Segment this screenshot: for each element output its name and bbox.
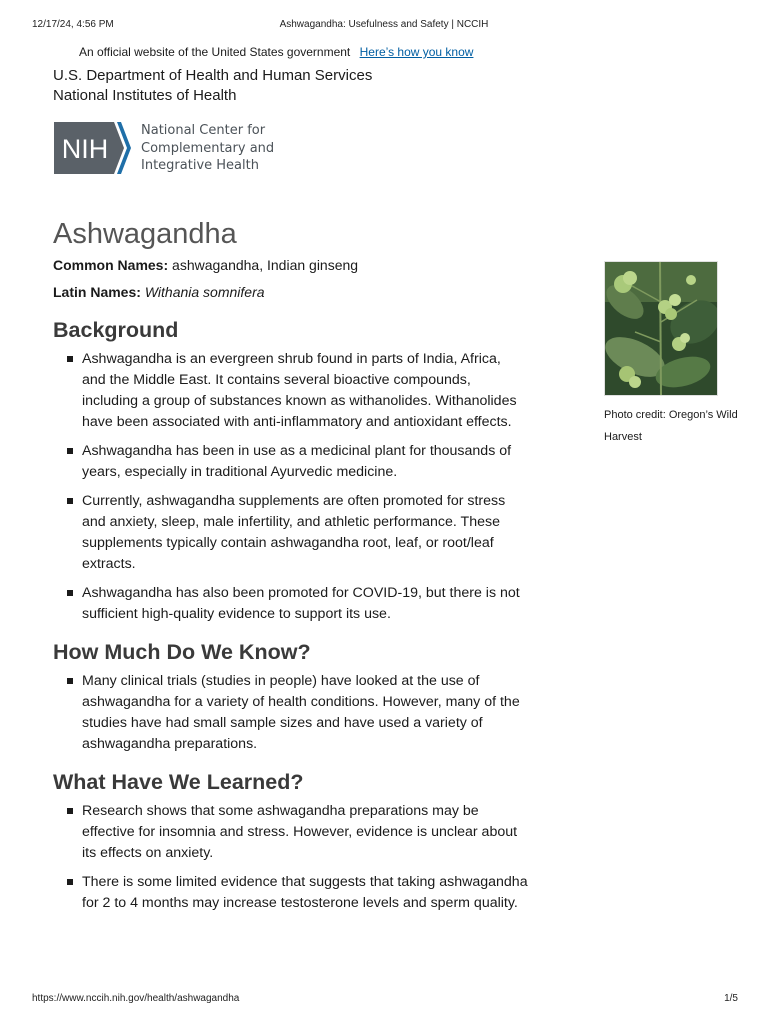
main-content: [53, 216, 528, 922]
nccih-logo[interactable]: [54, 122, 274, 175]
logo-text: [141, 122, 274, 175]
list-item: Ashwagandha has also been promoted for COVID-19, but there is not sufficient high-quality evidence to support its use.: [53, 583, 528, 625]
agency-hhs: U.S. Department of Health and Human Services: [53, 67, 373, 84]
photo-caption: Photo credit: Oregon’s Wild Harvest: [604, 409, 738, 443]
learned-list: [53, 801, 528, 914]
logo-line-1: National Center for: [141, 123, 266, 138]
how-much-heading: How Much Do We Know?: [53, 640, 311, 664]
logo-line-2: Complementary and: [141, 140, 275, 156]
list-item: Ashwagandha is an evergreen shrub found in parts of India, Africa, and the Middle East. It contains several bioactive compounds, including a group of substances known as withanolides. Withanolides have been associated with anti-inflammatory and antioxidant effects.: [53, 349, 528, 433]
print-page-number: 1/5: [724, 993, 738, 1004]
background-heading: Background: [53, 318, 179, 342]
print-url: https://www.nccih.nih.gov/health/ashwagandha: [32, 993, 240, 1004]
common-names-label: Common Names:: [53, 257, 169, 273]
common-names-value: ashwagandha, Indian ginseng: [172, 257, 359, 273]
latin-names: [53, 284, 528, 301]
common-names: [53, 257, 528, 274]
list-item: Currently, ashwagandha supplements are often promoted for stress and anxiety, sleep, male infertility, and athletic performance. These supplements typically contain ashwagandha root, leaf, or root/leaf extracts.: [53, 491, 528, 575]
print-datetime: 12/17/24, 4:56 PM: [32, 19, 114, 30]
list-item: Research shows that some ashwagandha preparations may be effective for insomnia and stress. However, evidence is unclear about its effects on anxiety.: [53, 801, 528, 864]
nih-logo-icon: [54, 122, 133, 174]
gov-banner-text: An official website of the United States government: [79, 45, 351, 59]
print-doc-title: Ashwagandha: Usefulness and Safety | NCCIH: [279, 19, 489, 30]
heres-how-you-know-link[interactable]: Here’s how you know: [359, 45, 474, 59]
logo-line-3: Integrative Health: [141, 158, 259, 173]
latin-names-value: Withania somnifera: [144, 284, 265, 300]
list-item: Ashwagandha has been in use as a medicinal plant for thousands of years, especially in traditional Ayurvedic medicine.: [53, 441, 528, 483]
photo-figure: [604, 261, 744, 448]
how-much-list: [53, 671, 528, 755]
nih-logo-mark: NIH: [61, 134, 109, 165]
background-list: [53, 349, 528, 625]
list-item: There is some limited evidence that suggests that taking ashwagandha for 2 to 4 months may increase testosterone levels and sperm quality.: [53, 872, 528, 914]
list-item: Many clinical trials (studies in people) have looked at the use of ashwagandha for a variety of health conditions. However, many of the studies have had small sample sizes and have used a variety of ashwagandha preparations.: [53, 671, 528, 755]
gov-banner: [79, 45, 473, 59]
agency-nih: National Institutes of Health: [53, 87, 237, 104]
page-title: Ashwagandha: [53, 218, 237, 250]
ashwagandha-photo: [604, 261, 718, 396]
agency-block: [53, 66, 372, 106]
learned-heading: What Have We Learned?: [53, 770, 304, 794]
latin-names-label: Latin Names:: [53, 284, 141, 300]
